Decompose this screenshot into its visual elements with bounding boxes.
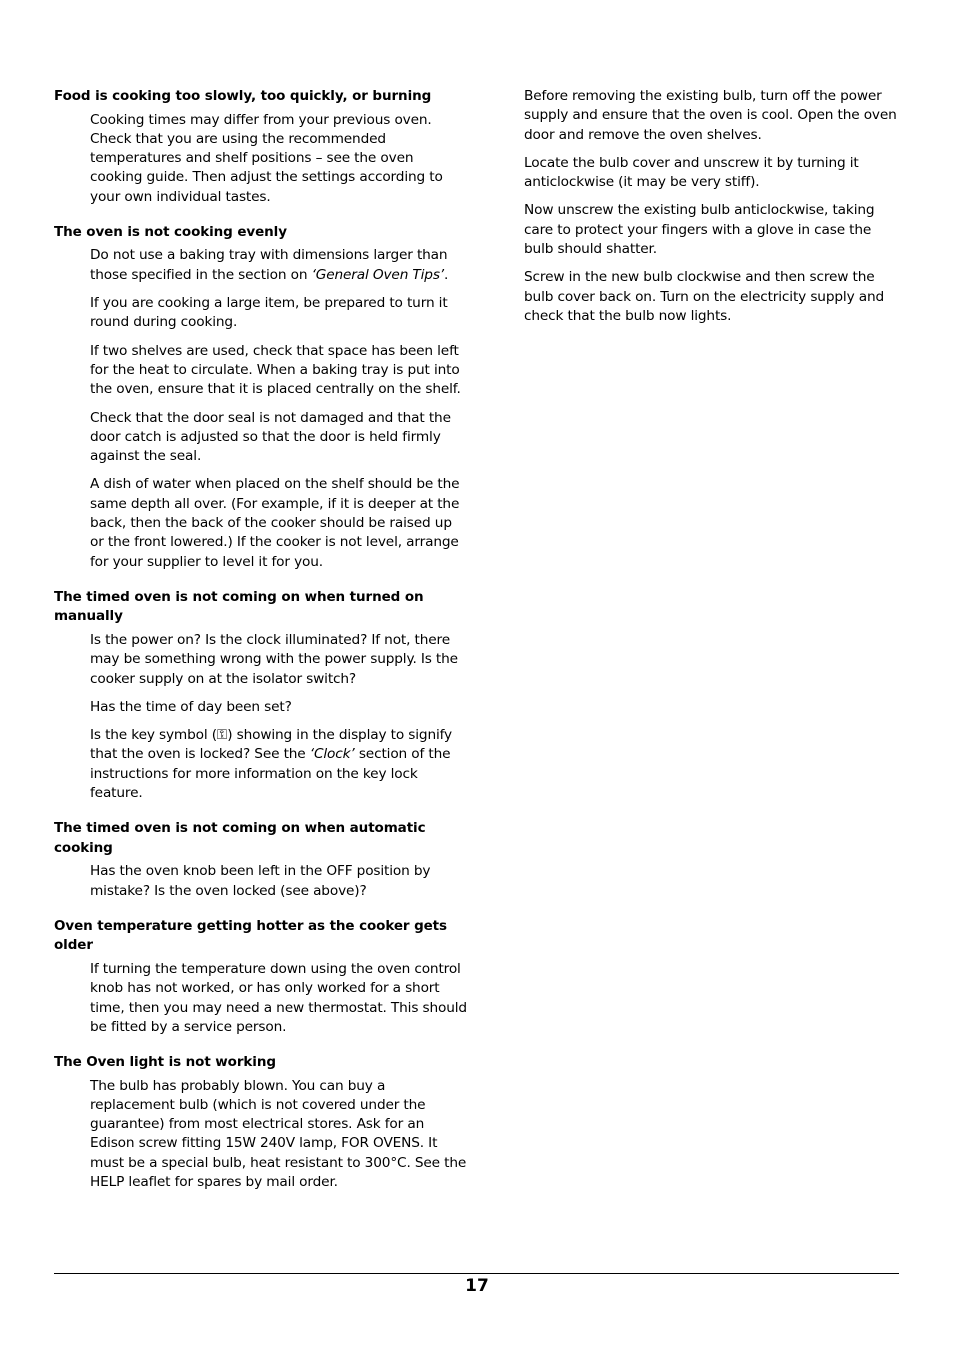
- bulb-step: Screw in the new bulb clockwise and then screw the bulb cover back on. Turn on the electricity supply and check that the bulb now lights.: [524, 269, 885, 324]
- section-heading: The Oven light is not working: [54, 1054, 276, 1071]
- section-heading: Food is cooking too slowly, too quickly, or burning: [54, 88, 432, 104]
- section-uneven-cooking: [54, 223, 469, 572]
- page-number: 17: [465, 1276, 489, 1296]
- section-paragraph: If you are cooking a large item, be prepared to turn it round during cooking.: [90, 295, 448, 331]
- section-paragraph: The bulb has probably blown. You can buy a replacement bulb (which is not covered under the guarantee) from most electrical stores. Ask for an Edison screw fitting 15W 240V lamp, FOR OVENS. It must be a special bulb, heat resistant to 300°C. See the HELP leaflet for spares by mail order.: [90, 1077, 467, 1191]
- section-paragraph: Has the time of day been set?: [90, 698, 292, 715]
- right-column: [524, 87, 902, 335]
- section-paragraph: [90, 726, 469, 803]
- text-part: section of the instructions for more information on the key lock feature.: [90, 746, 451, 802]
- section-heading: Oven temperature getting hotter as the cooker gets older: [54, 917, 447, 954]
- bulb-step: Now unscrew the existing bulb anticlockwise, taking care to protect your fingers with a glove in case the bulb should shatter.: [524, 202, 875, 258]
- text-part: Do not use a baking tray with dimensions larger than those specified in the section on: [90, 247, 448, 283]
- section-heading: The oven is not cooking evenly: [54, 223, 287, 240]
- section-paragraph: If two shelves are used, check that space has been left for the heat to circulate. When a baking tray is put into the oven, ensure that it is placed centrally on the shelf.: [90, 342, 461, 398]
- section-paragraph: If turning the temperature down using the oven control knob has not worked, or has only worked for a short time, then you may need a new thermostat. This should be fitted by a service person.: [90, 960, 467, 1035]
- text-part: .: [444, 266, 449, 283]
- left-column: [54, 87, 469, 1208]
- text-part: Is the key symbol (: [90, 727, 217, 744]
- bulb-step: Before removing the existing bulb, turn off the power supply and ensure that the oven is cool. Open the oven door and remove the oven shelves.: [524, 88, 897, 143]
- section-oven-light: [54, 1053, 469, 1192]
- section-paragraph: A dish of water when placed on the shelf should be the same depth all over. (For example, if it is deeper at the back, then the back of the cooker should be raised up or the front lowered.) If the cooker is not level, arrange for your supplier to level it for you.: [90, 476, 460, 570]
- footer-rule: [54, 1273, 899, 1274]
- text-part: ) showing in the display to signify that the oven is locked? See the: [90, 727, 453, 763]
- section-paragraph: Cooking times may differ from your previous oven. Check that you are using the recommended temperatures and shelf positions – see the oven cooking guide. Then adjust the settings according to your own individual tastes.: [90, 111, 443, 205]
- section-slow-cooking: [54, 87, 469, 207]
- section-timed-manual: [54, 588, 469, 803]
- section-heading: The timed oven is not coming on when turned on manually: [54, 588, 424, 625]
- bulb-step: Locate the bulb cover and unscrew it by turning it anticlockwise (it may be very stiff).: [524, 154, 859, 191]
- section-timed-automatic: [54, 819, 469, 901]
- section-hotter-oven: [54, 917, 469, 1037]
- italic-reference: ‘Clock’: [309, 746, 355, 763]
- key-icon: ⚿: [216, 727, 228, 744]
- section-paragraph: Check that the door seal is not damaged and that the door catch is adjusted so that the door is held firmly against the seal.: [90, 409, 451, 465]
- section-paragraph: [90, 246, 469, 285]
- section-paragraph: Has the oven knob been left in the OFF position by mistake? Is the oven locked (see above)?: [90, 863, 431, 899]
- section-paragraph: Is the power on? Is the clock illuminated? If not, there may be something wrong with the power supply. Is the cooker supply on at the isolator switch?: [90, 631, 458, 687]
- section-heading: The timed oven is not coming on when automatic cooking: [54, 820, 426, 856]
- italic-reference: ‘General Oven Tips’: [311, 266, 445, 283]
